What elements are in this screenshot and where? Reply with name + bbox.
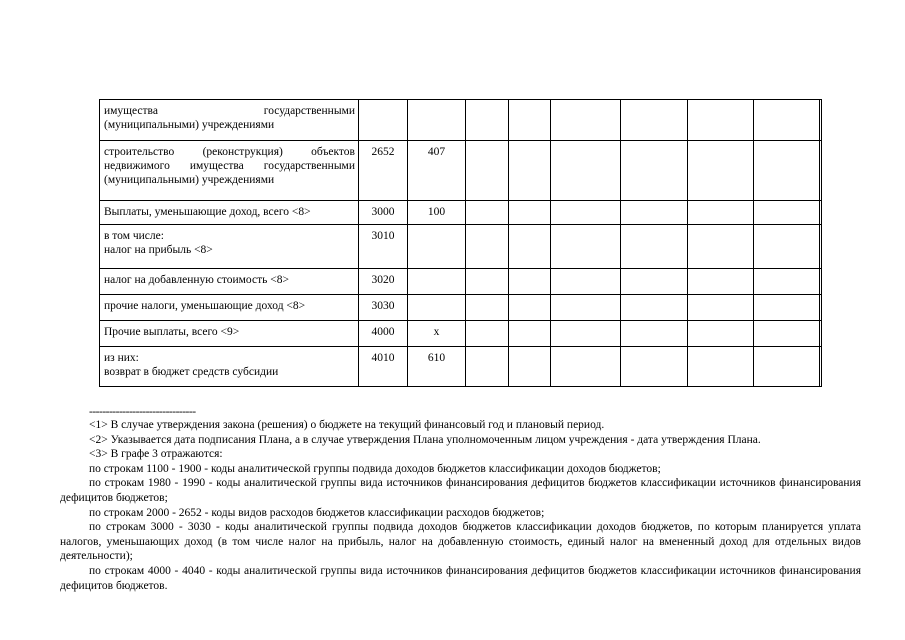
- value-cell: [754, 321, 820, 347]
- table-row: [100, 141, 822, 201]
- description-line: в том числе:: [104, 230, 164, 242]
- row-description: [100, 100, 359, 141]
- row-description: [100, 321, 359, 347]
- row-code: 4000: [359, 321, 408, 347]
- row-description: [100, 295, 359, 321]
- footnote-paragraph: по строкам 1100 - 1900 - коды аналитической группы подвида доходов бюджетов классификации доходов бюджетов;: [89, 462, 661, 475]
- value-cell: [509, 295, 551, 321]
- value-cell: [621, 141, 688, 201]
- value-cell: [408, 269, 466, 295]
- value-cell: [820, 347, 822, 387]
- value-cell: [754, 347, 820, 387]
- description-line: имущества государственными: [104, 105, 355, 117]
- value-cell: [754, 201, 820, 225]
- value-cell: [621, 269, 688, 295]
- value-cell: [621, 295, 688, 321]
- footnote-paragraph: <2> Указывается дата подписания Плана, а в случае утверждения Плана уполномоченным лицом учреждения - дата утверждения Плана.: [89, 433, 761, 446]
- value-cell: [621, 201, 688, 225]
- value-cell: [408, 100, 466, 141]
- footnote-paragraph: по строкам 1980 - 1990 - коды аналитической группы вида источников финансирования дефицитов бюджетов классификации источников финансирования дефицитов бюджетов;: [60, 477, 861, 504]
- row-description: [100, 225, 359, 269]
- value-cell: [509, 225, 551, 269]
- value-cell: [408, 295, 466, 321]
- value-cell: [754, 269, 820, 295]
- value-cell: [509, 321, 551, 347]
- value-cell: [551, 201, 621, 225]
- value-cell: [551, 269, 621, 295]
- row-code: 3010: [359, 225, 408, 269]
- value-cell: [466, 321, 509, 347]
- value-cell: [466, 141, 509, 201]
- value-cell: [820, 225, 822, 269]
- description-line: Выплаты, уменьшающие доход, всего <8>: [104, 206, 311, 218]
- value-cell: [621, 100, 688, 141]
- footnote-paragraph: по строкам 4000 - 4040 - коды аналитической группы вида источников финансирования дефицитов бюджетов классификации источников финансирования дефицитов бюджетов.: [60, 564, 861, 592]
- description-line: из них:: [104, 352, 139, 364]
- row-description: [100, 347, 359, 387]
- description-line: (муниципальными) учреждениями: [104, 119, 275, 131]
- value-cell: [551, 225, 621, 269]
- value-cell: [688, 201, 754, 225]
- value-cell: [621, 225, 688, 269]
- value-cell: [820, 269, 822, 295]
- table-row: [100, 269, 822, 295]
- value-cell: [621, 321, 688, 347]
- value-cell: x: [408, 321, 466, 347]
- value-cell: [754, 295, 820, 321]
- value-cell: [688, 295, 754, 321]
- footnotes: [60, 405, 861, 593]
- description-line: налог на прибыль <8>: [104, 244, 213, 256]
- row-code: 2652: [359, 141, 408, 201]
- value-cell: [688, 347, 754, 387]
- description-line: возврат в бюджет средств субсидии: [104, 366, 279, 378]
- table-row: [100, 347, 822, 387]
- value-cell: 407: [408, 141, 466, 201]
- value-cell: [688, 100, 754, 141]
- value-cell: [754, 100, 820, 141]
- description-line: строительство (реконструкция) объектов недвижимого имущества государственными (муниципальными) учреждениями: [104, 146, 355, 186]
- footnote-paragraph: по строкам 2000 - 2652 - коды видов расходов бюджетов классификации расходов бюджетов;: [89, 506, 545, 519]
- row-code: 3030: [359, 295, 408, 321]
- value-cell: [688, 321, 754, 347]
- value-cell: [688, 141, 754, 201]
- description-line: налог на добавленную стоимость <8>: [104, 274, 289, 286]
- table-row: [100, 295, 822, 321]
- value-cell: [466, 225, 509, 269]
- value-cell: [466, 269, 509, 295]
- value-cell: [466, 295, 509, 321]
- value-cell: [820, 295, 822, 321]
- value-cell: [466, 347, 509, 387]
- value-cell: [551, 321, 621, 347]
- value-cell: [466, 201, 509, 225]
- row-code: 3020: [359, 269, 408, 295]
- value-cell: [754, 225, 820, 269]
- value-cell: [820, 100, 822, 141]
- value-cell: [551, 347, 621, 387]
- value-cell: [509, 201, 551, 225]
- value-cell: [466, 100, 509, 141]
- row-code: 4010: [359, 347, 408, 387]
- table-row: [100, 321, 822, 347]
- value-cell: [621, 347, 688, 387]
- table-row: [100, 201, 822, 225]
- footnote-paragraph: <3> В графе 3 отражаются:: [89, 448, 223, 461]
- footnote-list: [60, 418, 861, 593]
- row-code: 3000: [359, 201, 408, 225]
- value-cell: [551, 100, 621, 141]
- value-cell: [820, 321, 822, 347]
- row-code: [359, 100, 408, 141]
- value-cell: [551, 141, 621, 201]
- table-row: [100, 100, 822, 141]
- value-cell: [509, 100, 551, 141]
- value-cell: 610: [408, 347, 466, 387]
- description-line: прочие налоги, уменьшающие доход <8>: [104, 300, 306, 312]
- footnote-paragraph: по строкам 3000 - 3030 - коды аналитической группы подвида доходов бюджетов классификации доходов бюджетов, по которым планируется уплата налогов, уменьшающих доход (в том числе налог на прибыль, налог на добавленную стоимость, единый налог на вмененный доход для отдельных видов деятельности);: [60, 521, 861, 563]
- value-cell: [820, 141, 822, 201]
- row-description: [100, 141, 359, 201]
- table-row: [100, 225, 822, 269]
- value-cell: [551, 295, 621, 321]
- table-body: [100, 100, 822, 387]
- value-cell: 100: [408, 201, 466, 225]
- value-cell: [688, 269, 754, 295]
- footnote-separator: --------------------------------: [89, 406, 196, 418]
- value-cell: [509, 141, 551, 201]
- value-cell: [754, 141, 820, 201]
- row-description: [100, 201, 359, 225]
- value-cell: [509, 347, 551, 387]
- value-cell: [509, 269, 551, 295]
- value-cell: [688, 225, 754, 269]
- value-cell: [820, 201, 822, 225]
- value-cell: [408, 225, 466, 269]
- description-line: Прочие выплаты, всего <9>: [104, 326, 240, 338]
- footnote-paragraph: <1> В случае утверждения закона (решения) о бюджете на текущий финансовый год и плановый период.: [89, 419, 605, 431]
- budget-plan-table: [99, 99, 822, 387]
- row-description: [100, 269, 359, 295]
